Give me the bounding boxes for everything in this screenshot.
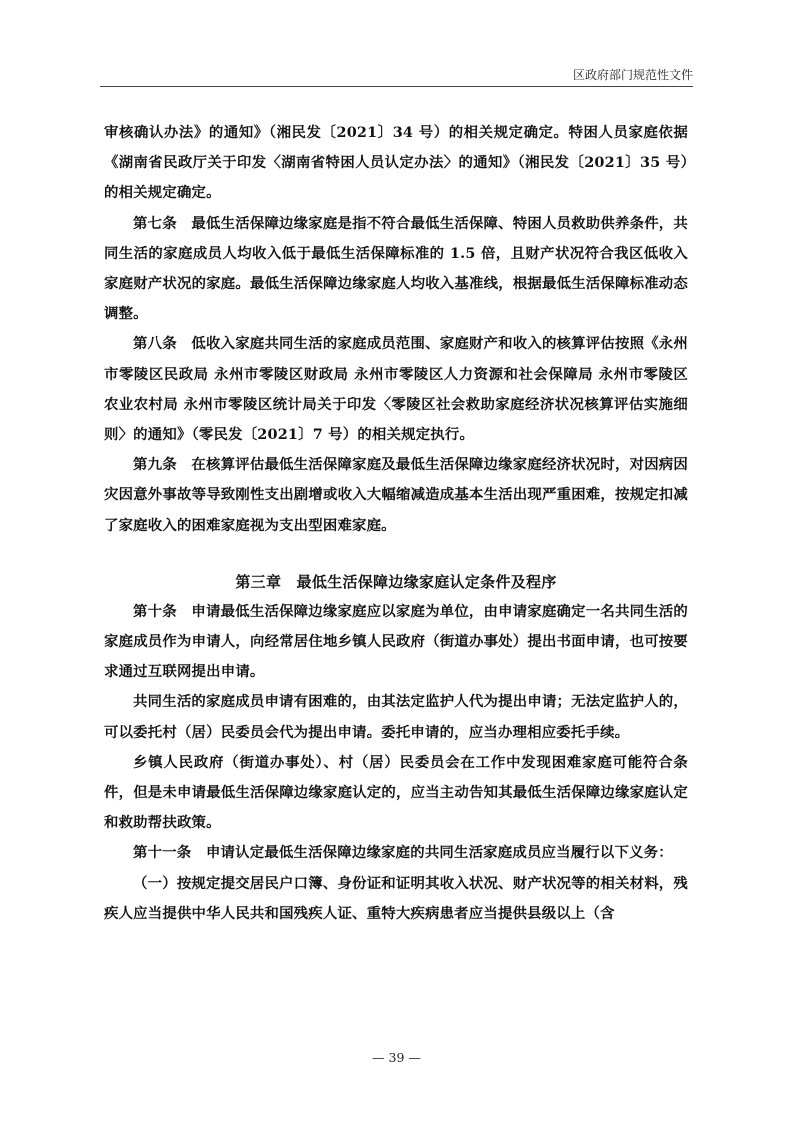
article-9: 第九条 在核算评估最低生活保障家庭及最低生活保障边缘家庭经济状况时，对因病因灾因意外事故等导致刚性支出剧增或收入大幅缩减造成基本生活出现严重困难，按规定扣减了家庭收入的困难家庭视为支出型困难家庭。 bbox=[104, 456, 688, 534]
document-body bbox=[104, 118, 688, 929]
article-10-para-3: 乡镇人民政府（街道办事处）、村（居）民委员会在工作中发现困难家庭可能符合条件，但是未申请最低生活保障边缘家庭认定的，应当主动告知其最低生活保障边缘家庭认定和救助帮扶政策。 bbox=[104, 753, 688, 832]
running-header: 区政府部门规范性文件 bbox=[572, 68, 693, 82]
chapter-title: 第三章 最低生活保障边缘家庭认定条件及程序 bbox=[235, 572, 557, 591]
article-10: 第十条 申请最低生活保障边缘家庭应以家庭为单位，由申请家庭确定一名共同生活的家庭成员作为申请人，向经常居住地乡镇人民政府（街道办事处）提出书面申请，也可按要求通过互联网提出申请。 bbox=[104, 602, 688, 681]
header-rule bbox=[100, 86, 693, 87]
article-10-para-2: 共同生活的家庭成员申请有困难的，由其法定监护人代为提出申请；无法定监护人的，可以委托村（居）民委员会代为提出申请。委托申请的，应当办理相应委托手续。 bbox=[104, 693, 688, 741]
article-8: 第八条 低收入家庭共同生活的家庭成员范围、家庭财产和收入的核算评估按照《永州市零陵区民政局 永州市零陵区财政局 永州市零陵区人力资源和社会保障局 永州市零陵区农业农村局 永州市零陵区统计局关于印发〈零陵区社会救助家庭经济状况核算评估实施细则〉的通知》（零民发〔2021〕7 号）的相关规定执行。 bbox=[104, 335, 688, 444]
article-7: 第七条 最低生活保障边缘家庭是指不符合最低生活保障、特困人员救助供养条件，共同生活的家庭成员人均收入低于最低生活保障标准的 1.5 倍，且财产状况符合我区低收入家庭财产状况的家庭。最低生活保障边缘家庭人均收入基准线，根据最低生活保障标准动态调整。 bbox=[104, 214, 688, 323]
article-11-item-1: （一）按规定提交居民户口簿、身份证和证明其收入状况、财产状况等的相关材料，残疾人应当提供中华人民共和国残疾人证、重特大疾病患者应当提供县级以上（含 bbox=[104, 874, 688, 922]
article-11: 第十一条 申请认定最低生活保障边缘家庭的共同生活家庭成员应当履行以下义务： bbox=[133, 844, 673, 862]
paragraph-continuation: 审核确认办法》的通知》（湘民发〔2021〕34 号）的相关规定确定。特困人员家庭依据《湖南省民政厅关于印发〈湖南省特困人员认定办法〉的通知》（湘民发〔2021〕35 号）的相关规定确定。 bbox=[104, 124, 688, 202]
page-number: — 39 — bbox=[372, 1050, 421, 1065]
section-gap bbox=[104, 541, 688, 567]
